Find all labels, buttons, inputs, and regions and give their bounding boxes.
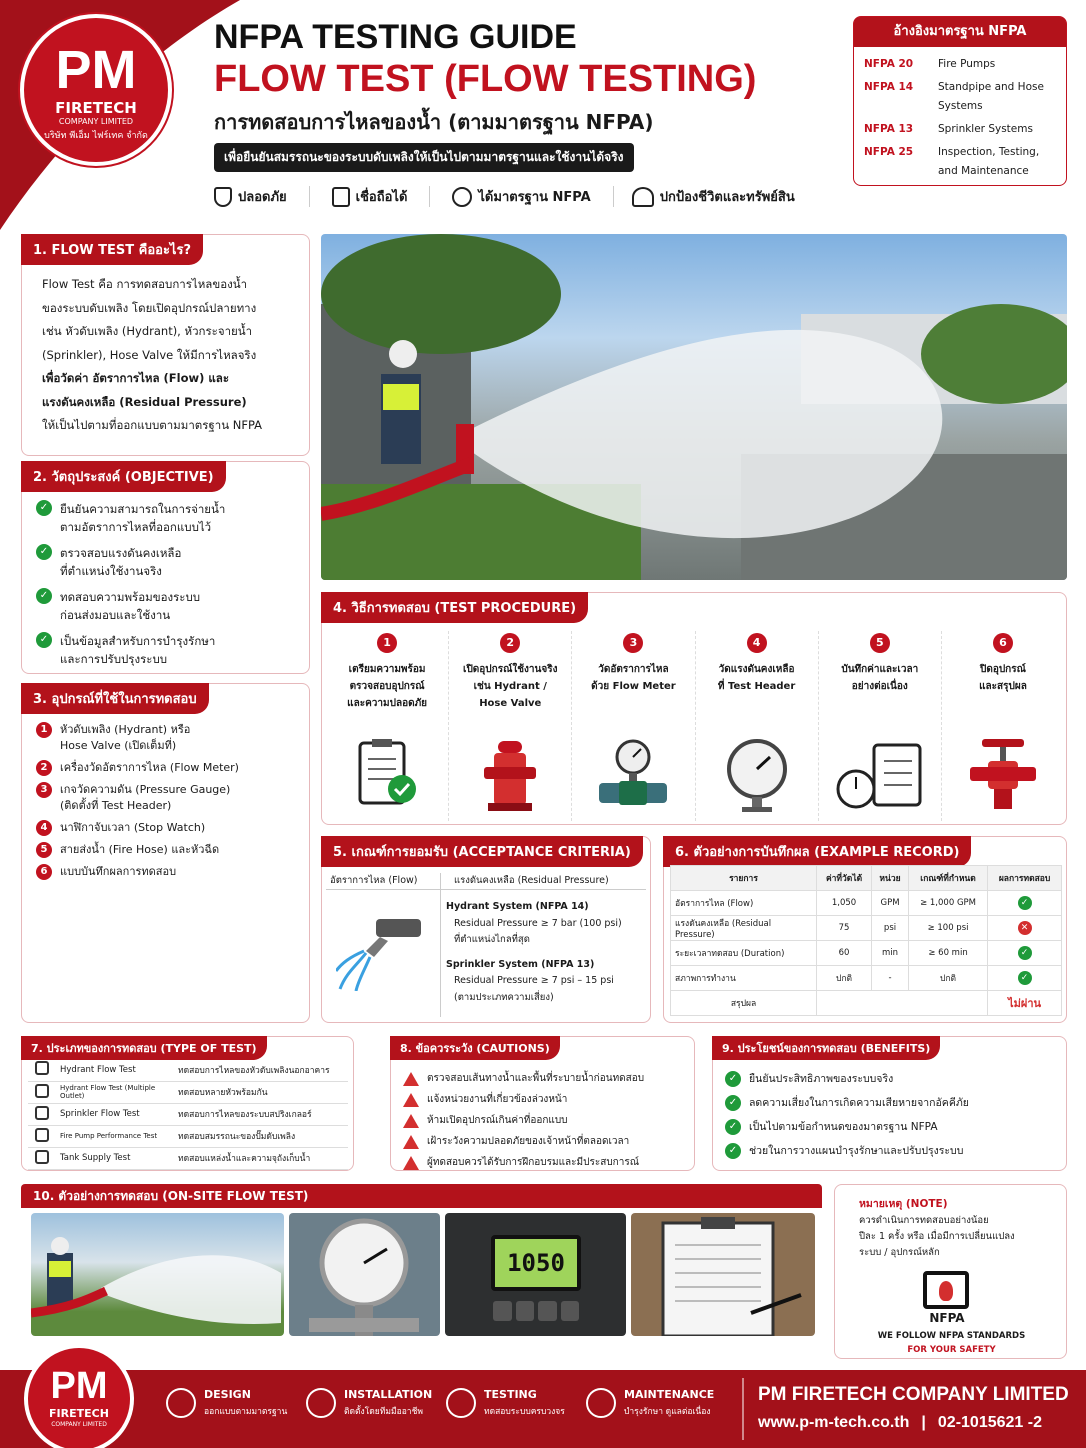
- objective-text: เป็นข้อมูลสำหรับการบำรุงรักษา: [60, 634, 216, 648]
- equipment-item: [36, 782, 239, 814]
- test-type-desc: ทดสอบสมรรถนะของปั๊มดับเพลิง: [174, 1125, 348, 1147]
- fail-x-icon: ✕: [1018, 921, 1032, 935]
- record-cell: 75: [817, 916, 872, 941]
- footer-logo-sub: FIRETECH: [49, 1407, 109, 1420]
- test-type-table: [28, 1059, 348, 1170]
- equipment-text: Hose Valve (เปิดเต็มที่): [60, 739, 177, 752]
- objective-item: [36, 632, 225, 668]
- footer-company-name: PM FIRETECH COMPANY LIMITED: [758, 1384, 1069, 1405]
- footer-service-design: [166, 1388, 306, 1418]
- equipment-text: หัวดับเพลิง (Hydrant) หรือ: [60, 723, 191, 736]
- caution-text: ห้ามเปิดอุปกรณ์เกินค่าที่ออกแบบ: [427, 1115, 568, 1126]
- note-footer-1: WE FOLLOW NFPA STANDARDS: [877, 1331, 1026, 1341]
- record-header: เกณฑ์ที่กำหนด: [908, 866, 987, 891]
- onsite-photo-flow-meter: [445, 1213, 626, 1336]
- check-icon: ✓: [725, 1143, 741, 1159]
- criteria-hydrant-value: Residual Pressure ≥ 7 bar (100 psi): [454, 917, 622, 929]
- step-text: ตรวจสอบอุปกรณ์: [349, 681, 425, 692]
- step-text: ปิดอุปกรณ์: [979, 664, 1026, 675]
- footer-phone[interactable]: 02-1015621 -2: [937, 1414, 1042, 1431]
- clipboard-icon: [332, 187, 350, 207]
- record-cell: -: [872, 966, 909, 991]
- footer-logo-text: PM: [50, 1365, 108, 1407]
- step-text: บันทึกค่าและเวลา: [841, 664, 919, 675]
- warning-icon: [403, 1156, 419, 1170]
- record-row: [671, 916, 1062, 941]
- service-title: MAINTENANCE: [624, 1388, 715, 1401]
- record-row: [671, 941, 1062, 966]
- section-title: 7. ประเภทของการทดสอบ (TYPE OF TEST): [21, 1036, 267, 1060]
- criteria-sprinkler-note: (ตามประเภทความเสี่ยง): [454, 991, 554, 1003]
- check-icon: ✓: [36, 500, 52, 516]
- ref-title: อ้างอิงมาตรฐาน NFPA: [854, 17, 1066, 47]
- procedure-step: [819, 631, 942, 821]
- summary-label: สรุปผล: [671, 991, 817, 1016]
- record-header: ค่าที่วัดได้: [817, 866, 872, 891]
- s1-line: ให้เป็นไปตามที่ออกแบบตามมาตรฐาน NFPA: [42, 418, 263, 432]
- objective-item: [36, 588, 225, 624]
- test-type-row: [28, 1125, 348, 1147]
- test-type-row: [28, 1147, 348, 1169]
- record-row: [671, 891, 1062, 916]
- test-type-desc: ทดสอบแหล่งน้ำและความจุถังเก็บน้ำ: [174, 1147, 348, 1169]
- equipment-item: [36, 722, 239, 754]
- record-table: [670, 865, 1062, 1016]
- stopwatch-icon: [819, 737, 941, 817]
- record-cell: แรงดันคงเหลือ (Residual Pressure): [671, 916, 817, 941]
- caution-text: ตรวจสอบเส้นทางน้ำและพื้นที่ระบายน้ำก่อนทดสอบ: [427, 1073, 645, 1084]
- flow-meter-reading: 1050: [507, 1249, 565, 1277]
- criteria-col-pressure: แรงดันคงเหลือ (Residual Pressure): [454, 875, 609, 886]
- number-badge: 6: [36, 864, 52, 880]
- pressure-gauge-icon: [696, 737, 818, 817]
- service-sub: ทดสอบระบบครบวงจร: [484, 1407, 565, 1417]
- s1-line: (Sprinkler), Hose Valve ให้มีการไหลจริง: [42, 347, 257, 362]
- section-objective: [21, 461, 310, 674]
- equipment-text: เกจวัดความดัน (Pressure Gauge): [60, 783, 231, 796]
- testing-icon: [446, 1388, 476, 1418]
- flame-icon: [939, 1281, 953, 1301]
- service-title: INSTALLATION: [344, 1388, 433, 1401]
- step-number: 3: [623, 633, 643, 653]
- test-type-row: [28, 1103, 348, 1125]
- test-type-name: Hydrant Flow Test: [56, 1059, 174, 1081]
- criteria-hydrant-note: ที่ตำแหน่งไกลที่สุด: [454, 934, 530, 945]
- test-type-name: Fire Pump Performance Test: [56, 1125, 174, 1147]
- step-number: 6: [993, 633, 1013, 653]
- step-text: ที่ Test Header: [717, 681, 796, 692]
- warning-icon: [403, 1114, 419, 1128]
- ref-code: NFPA 25: [864, 146, 914, 158]
- test-type-desc: ทดสอบหลายหัวพร้อมกัน: [174, 1081, 348, 1103]
- objective-text: และการปรับปรุงระบบ: [60, 652, 168, 666]
- ref-code: NFPA 13: [864, 123, 914, 135]
- service-title: TESTING: [484, 1388, 537, 1401]
- section-title: 4. วิธีการทดสอบ (TEST PROCEDURE): [321, 592, 588, 623]
- procedure-step: [326, 631, 449, 821]
- caution-item: [403, 1113, 644, 1129]
- step-number: 1: [377, 633, 397, 653]
- procedure-step: [696, 631, 819, 821]
- flow-meter-display: [491, 1235, 581, 1291]
- test-type-row: [28, 1081, 348, 1103]
- section-title: 8. ข้อควรระวัง (CAUTIONS): [390, 1036, 560, 1060]
- record-cell: ≥ 100 psi: [908, 916, 987, 941]
- test-type-name: Tank Supply Test: [56, 1147, 174, 1169]
- section-type-of-test: [21, 1036, 354, 1171]
- equipment-text: นาฬิกาจับเวลา (Stop Watch): [60, 821, 206, 834]
- number-badge: 3: [36, 782, 52, 798]
- check-icon: ✓: [725, 1095, 741, 1111]
- caution-item: [403, 1134, 644, 1150]
- badge-safe: [214, 186, 310, 207]
- title-flow-test: FLOW TEST (FLOW TESTING): [214, 58, 757, 100]
- title-guide: NFPA TESTING GUIDE: [214, 18, 577, 56]
- objective-text: ทดสอบความพร้อมของระบบ: [60, 590, 201, 604]
- footer-logo-co: COMPANY LIMITED: [51, 1421, 107, 1428]
- step-number: 4: [747, 633, 767, 653]
- step-text: เปิดอุปกรณ์ใช้งานจริง: [463, 664, 558, 675]
- benefit-text: เป็นไปตามข้อกำหนดของมาตรฐาน NFPA: [749, 1121, 938, 1133]
- equipment-text: สายส่งน้ำ (Fire Hose) และหัวฉีด: [60, 843, 220, 856]
- criteria-sprinkler-value: Residual Pressure ≥ 7 psi – 15 psi: [454, 975, 614, 986]
- note-footer-2: FOR YOUR SAFETY: [907, 1345, 996, 1355]
- s1-line: Flow Test คือ การทดสอบการไหลของน้ำ: [42, 277, 248, 291]
- note-box: [834, 1184, 1067, 1359]
- benefit-text: ลดความเสี่ยงในการเกิดความเสียหายจากอัคคีภัย: [749, 1097, 969, 1109]
- objective-item: [36, 500, 225, 536]
- test-type-desc: ทดสอบการไหลของระบบสปริงเกลอร์: [174, 1103, 348, 1125]
- warning-icon: [403, 1072, 419, 1086]
- section-cautions: [390, 1036, 695, 1171]
- equipment-text: (ติดตั้งที่ Test Header): [60, 799, 172, 812]
- ref-desc: Inspection, Testing, and Maintenance: [938, 146, 1040, 177]
- record-cell: 1,050: [817, 891, 872, 916]
- section-title: 3. อุปกรณ์ที่ใช้ในการทดสอบ: [21, 683, 209, 714]
- note-line: ระบบ / อุปกรณ์หลัก: [859, 1247, 940, 1258]
- note-line: ปีละ 1 ครั้ง หรือ เมื่อมีการเปลี่ยนแปลง: [859, 1231, 1015, 1242]
- check-icon: ✓: [36, 632, 52, 648]
- caution-item: [403, 1092, 644, 1108]
- tagline-banner: เพื่อยืนยันสมรรถนะของระบบดับเพลิงให้เป็นไปตามมาตรฐานและใช้งานได้จริง: [214, 143, 634, 172]
- procedure-step: [449, 631, 572, 821]
- caution-item: [403, 1155, 644, 1171]
- section-example-record: [663, 836, 1067, 1023]
- record-cell: min: [872, 941, 909, 966]
- logo-sub: FIRETECH: [55, 99, 137, 117]
- ref-desc: Standpipe and Hose Systems: [938, 81, 1044, 112]
- benefit-item: [725, 1143, 969, 1159]
- benefit-text: ช่วยในการวางแผนบำรุงรักษาและปรับปรุงระบบ: [749, 1145, 964, 1157]
- record-cell: ระยะเวลาทดสอบ (Duration): [671, 941, 817, 966]
- caution-text: ผู้ทดสอบควรได้รับการฝึกอบรมและมีประสบการณ์: [427, 1157, 639, 1168]
- number-badge: 5: [36, 842, 52, 858]
- procedure-step: [572, 631, 695, 821]
- fire-pump-icon: [35, 1128, 49, 1142]
- criteria-hydrant-title: Hydrant System (NFPA 14): [446, 901, 589, 912]
- design-icon: [166, 1388, 196, 1418]
- benefit-item: [725, 1119, 969, 1135]
- check-icon: ✓: [725, 1119, 741, 1135]
- objective-text: ที่ตำแหน่งใช้งานจริง: [60, 564, 162, 578]
- objective-text: ตรวจสอบแรงดันคงเหลือ: [60, 546, 182, 560]
- footer-service-installation: [306, 1388, 446, 1418]
- procedure-step: [942, 631, 1064, 821]
- check-icon: ✓: [36, 544, 52, 560]
- maintenance-icon: [586, 1388, 616, 1418]
- check-icon: ✓: [36, 588, 52, 604]
- number-badge: 2: [36, 760, 52, 776]
- record-header: รายการ: [671, 866, 817, 891]
- ref-code: NFPA 20: [864, 58, 914, 70]
- section-equipment: [21, 683, 310, 1023]
- valve-icon: [942, 737, 1064, 817]
- service-sub: ติดตั้งโดยทีมมืออาชีพ: [344, 1407, 423, 1417]
- badge-label: ปกป้องชีวิตและทรัพย์สิน: [659, 190, 795, 205]
- section-benefits: [712, 1036, 1067, 1171]
- warning-icon: [403, 1135, 419, 1149]
- nfpa-logo: [923, 1271, 969, 1309]
- ref-code: NFPA 14: [864, 81, 914, 93]
- section-test-procedure: [321, 592, 1067, 825]
- ref-desc: Fire Pumps: [938, 58, 996, 70]
- onsite-photo-gauge: [289, 1213, 440, 1336]
- step-text: วัดแรงดันคงเหลือ: [718, 664, 795, 675]
- service-title: DESIGN: [204, 1388, 251, 1401]
- record-cell: 60: [817, 941, 872, 966]
- pass-check-icon: ✓: [1018, 896, 1032, 910]
- step-text: Hose Valve: [479, 698, 542, 709]
- s1-line: เพื่อวัดค่า อัตราการไหล (Flow) และ: [42, 371, 229, 385]
- record-cell: ปกติ: [908, 966, 987, 991]
- benefit-item: [725, 1071, 969, 1087]
- check-icon: ✓: [725, 1071, 741, 1087]
- record-row: [671, 966, 1062, 991]
- nfpa-reference-box: [853, 16, 1067, 186]
- record-cell: ปกติ: [817, 966, 872, 991]
- record-cell: อัตราการไหล (Flow): [671, 891, 817, 916]
- checklist-icon: [326, 737, 448, 813]
- test-type-name: Sprinkler Flow Test: [56, 1103, 174, 1125]
- objective-text: ยืนยันความสามารถในการจ่ายน้ำ: [60, 502, 226, 516]
- service-sub: บำรุงรักษา ดูแลต่อเนื่อง: [624, 1407, 711, 1417]
- step-text: ด้วย Flow Meter: [591, 681, 676, 692]
- caution-item: [403, 1071, 644, 1087]
- section-what-is-flow-test: [21, 234, 310, 456]
- equipment-text: เครื่องวัดอัตราการไหล (Flow Meter): [60, 761, 239, 774]
- equipment-item: [36, 820, 239, 836]
- step-text: และสรุปผล: [979, 681, 1027, 692]
- record-cell: GPM: [872, 891, 909, 916]
- criteria-sprinkler-title: Sprinkler System (NFPA 13): [446, 958, 595, 970]
- badge-standard: [430, 186, 613, 207]
- badge-label: ได้มาตรฐาน NFPA: [478, 190, 591, 205]
- section-title: 6. ตัวอย่างการบันทึกผล (EXAMPLE RECORD): [663, 836, 971, 867]
- equipment-text: แบบบันทึกผลการทดสอบ: [60, 865, 177, 878]
- equipment-item: [36, 842, 239, 858]
- record-cell: psi: [872, 916, 909, 941]
- objective-text: ก่อนส่งมอบและใช้งาน: [60, 608, 171, 622]
- record-cell: ≥ 60 min: [908, 941, 987, 966]
- caution-text: แจ้งหน่วยงานที่เกี่ยวข้องล่วงหน้า: [427, 1094, 568, 1105]
- shield-icon: [214, 187, 232, 207]
- badge-protect: [614, 186, 795, 207]
- water-nozzle-icon: [336, 911, 426, 991]
- objective-item: [36, 544, 225, 580]
- medal-icon: [452, 187, 472, 207]
- hydrant-icon: [449, 737, 571, 817]
- onsite-photo-spray: [31, 1213, 284, 1336]
- section-title: 5. เกณฑ์การยอมรับ (ACCEPTANCE CRITERIA): [321, 836, 643, 867]
- nfpa-logo-text: NFPA: [929, 1311, 965, 1325]
- pass-check-icon: ✓: [1018, 946, 1032, 960]
- installation-icon: [306, 1388, 336, 1418]
- flow-meter-icon: [572, 737, 694, 817]
- title-thai: การทดสอบการไหลของน้ำ (ตามมาตรฐาน NFPA): [214, 110, 654, 134]
- number-badge: 1: [36, 722, 52, 738]
- tank-icon: [35, 1150, 49, 1164]
- caution-text: เฝ้าระวังความปลอดภัยของเจ้าหน้าที่ตลอดเวลา: [427, 1136, 630, 1147]
- section-title: 1. FLOW TEST คืออะไร?: [21, 234, 203, 265]
- equipment-item: [36, 864, 239, 880]
- badge-label: เชื่อถือได้: [355, 190, 408, 205]
- record-cell: สภาพการทำงาน: [671, 966, 817, 991]
- warning-icon: [403, 1093, 419, 1107]
- equipment-item: [36, 760, 239, 776]
- step-text: วัดอัตราการไหล: [598, 664, 669, 675]
- ref-desc: Sprinkler Systems: [938, 123, 1033, 135]
- record-header: หน่วย: [872, 866, 909, 891]
- record-cell: ≥ 1,000 GPM: [908, 891, 987, 916]
- section-title: 9. ประโยชน์ของการทดสอบ (BENEFITS): [712, 1036, 940, 1060]
- benefit-text: ยืนยันประสิทธิภาพของระบบจริง: [749, 1073, 894, 1085]
- multi-outlet-icon: [35, 1084, 49, 1098]
- test-type-row: [28, 1059, 348, 1081]
- onsite-photo-record-sheet: [631, 1213, 815, 1336]
- badges-row: [214, 186, 795, 207]
- step-text: และความปลอดภัย: [347, 698, 428, 709]
- logo-company: COMPANY LIMITED: [58, 117, 134, 126]
- note-title: หมายเหตุ (NOTE): [859, 1198, 948, 1210]
- test-type-desc: ทดสอบการไหลของหัวดับเพลิงนอกอาคาร: [174, 1059, 348, 1081]
- record-header: ผลการทดสอบ: [988, 866, 1062, 891]
- logo-text: PM: [55, 40, 137, 100]
- badge-reliable: [310, 186, 431, 207]
- s1-line: แรงดันคงเหลือ (Residual Pressure): [42, 394, 247, 409]
- sprinkler-icon: [35, 1106, 49, 1120]
- people-icon: [632, 187, 654, 207]
- s1-line: เช่น หัวดับเพลิง (Hydrant), หัวกระจายน้ำ: [42, 324, 253, 338]
- section-acceptance-criteria: [321, 836, 651, 1023]
- objective-text: ตามอัตราการไหลที่ออกแบบไว้: [60, 520, 212, 534]
- company-logo: [20, 14, 172, 166]
- step-number: 2: [500, 633, 520, 653]
- criteria-col-flow: อัตราการไหล (Flow): [330, 875, 418, 886]
- step-text: เช่น Hydrant /: [473, 681, 547, 692]
- step-text: เตรียมความพร้อม: [348, 664, 426, 675]
- footer: [0, 1365, 1086, 1448]
- hydrant-person-icon: [35, 1061, 49, 1075]
- record-summary-row: [671, 991, 1062, 1016]
- footer-website[interactable]: www.p-m-tech.co.th: [758, 1414, 910, 1431]
- hero-photo-flow-test: [321, 234, 1067, 580]
- footer-logo: [24, 1344, 134, 1448]
- footer-service-maintenance: [586, 1388, 726, 1418]
- footer-separator: |: [921, 1414, 926, 1431]
- step-text: อย่างต่อเนื่อง: [851, 681, 908, 692]
- badge-label: ปลอดภัย: [238, 190, 287, 205]
- summary-value: ไม่ผ่าน: [988, 991, 1062, 1016]
- number-badge: 4: [36, 820, 52, 836]
- pass-check-icon: ✓: [1018, 971, 1032, 985]
- footer-service-testing: [446, 1388, 586, 1418]
- note-line: ควรดำเนินการทดสอบอย่างน้อย: [859, 1215, 989, 1226]
- section-title: 2. วัตถุประสงค์ (OBJECTIVE): [21, 461, 226, 492]
- step-number: 5: [870, 633, 890, 653]
- test-type-name: Hydrant Flow Test (Multiple Outlet): [56, 1081, 174, 1103]
- section-onsite-title: 10. ตัวอย่างการทดสอบ (ON-SITE FLOW TEST): [21, 1184, 822, 1208]
- logo-thai: บริษัท พีเอ็ม ไฟร์เทค จำกัด: [44, 131, 148, 141]
- s1-line: ของระบบดับเพลิง โดยเปิดอุปกรณ์ปลายทาง: [42, 300, 257, 315]
- benefit-item: [725, 1095, 969, 1111]
- service-sub: ออกแบบตามมาตรฐาน: [204, 1407, 288, 1417]
